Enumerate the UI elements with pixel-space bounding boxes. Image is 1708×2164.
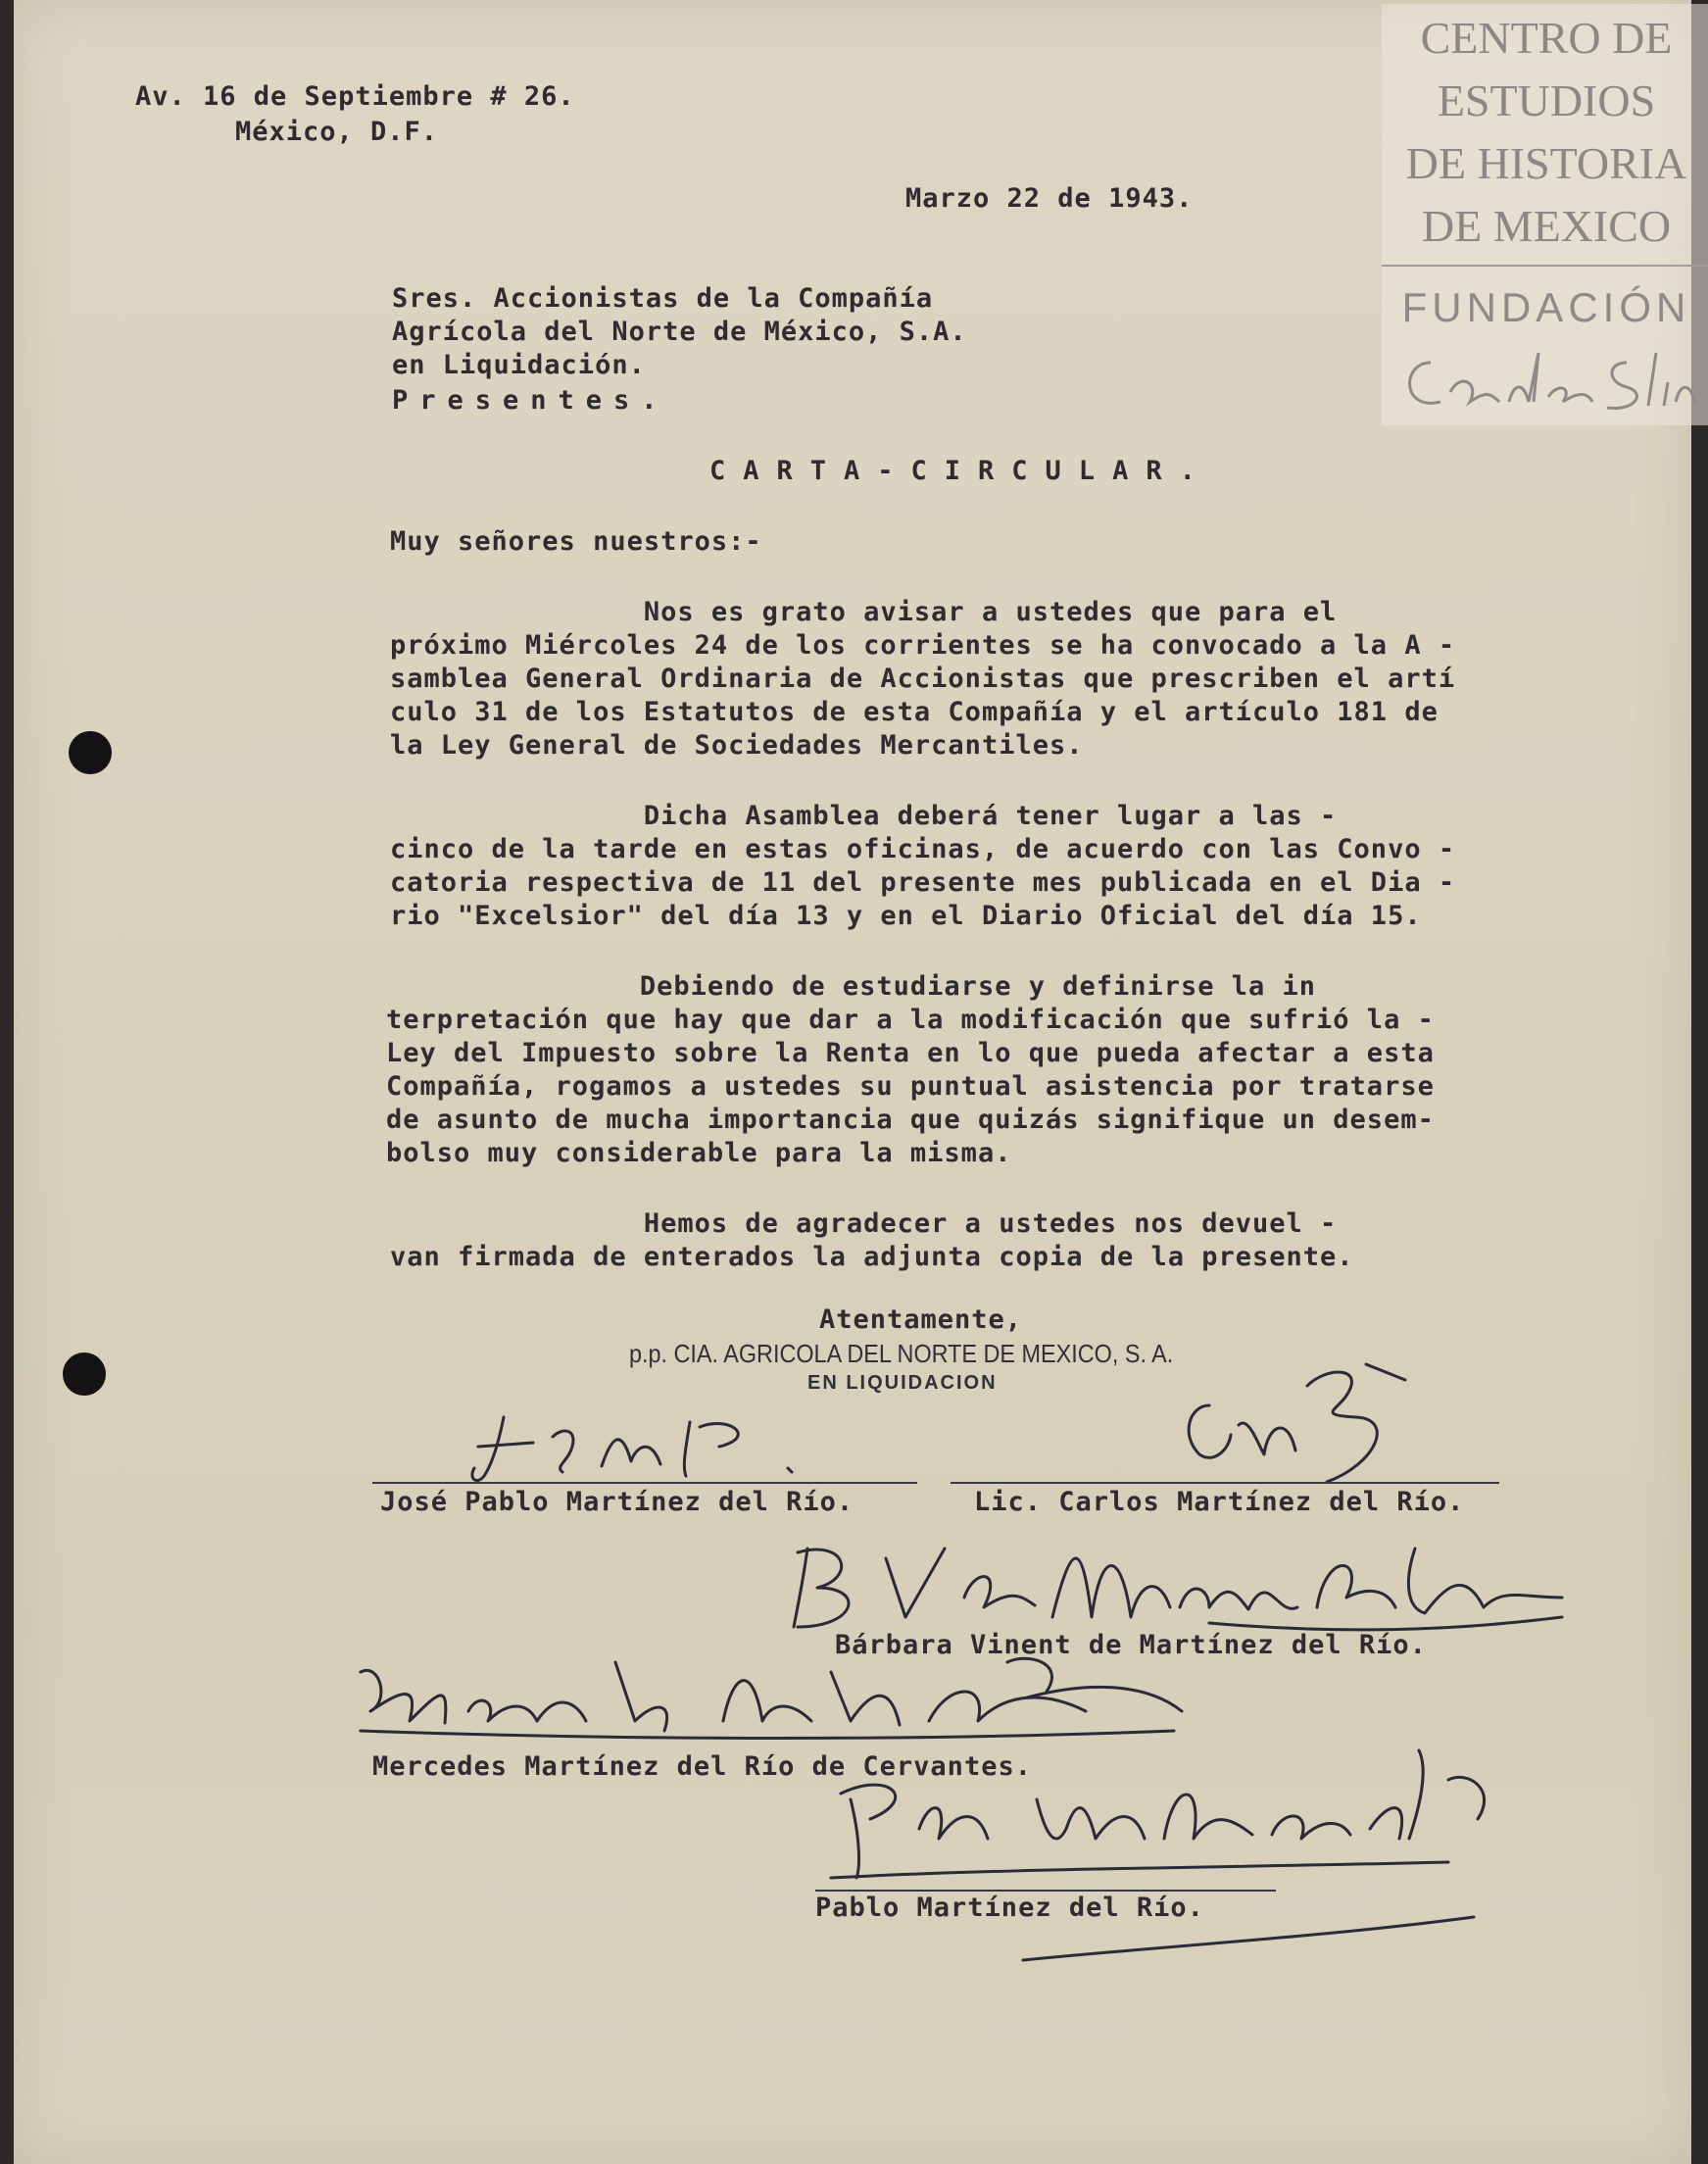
recipient-line-1: Sres. Accionistas de la Compañía bbox=[392, 283, 934, 314]
paragraph-4-line-1: Hemos de agradecer a ustedes nos devuel - bbox=[390, 1208, 1338, 1239]
recipient-line-3: en Liquidación. bbox=[392, 350, 646, 380]
punch-hole-top bbox=[69, 731, 112, 774]
paragraph-4-line-2: van firmada de enterados la adjunta copia de la presente. bbox=[390, 1242, 1354, 1272]
punch-hole-bottom bbox=[63, 1352, 106, 1396]
watermark-line-2: ESTUDIOS bbox=[1437, 75, 1656, 125]
address-line-1: Av. 16 de Septiembre # 26. bbox=[135, 81, 575, 112]
archive-watermark bbox=[1382, 4, 1708, 425]
watermark-divider bbox=[1382, 265, 1708, 267]
circular-heading: CARTA-CIRCULAR. bbox=[709, 456, 1213, 486]
paragraph-2-line-1: Dicha Asamblea deberá tener lugar a las - bbox=[390, 801, 1338, 831]
watermark-foundation: FUNDACIÓN bbox=[1401, 284, 1691, 330]
paragraph-3-line-2: terpretación que hay que dar a la modificación que sufrió la - bbox=[386, 1005, 1435, 1035]
signature-line-jose-pablo bbox=[372, 1482, 917, 1484]
paragraph-2-line-2: cinco de la tarde en estas oficinas, de acuerdo con las Convo - bbox=[390, 834, 1456, 864]
signatory-jose-pablo: José Pablo Martínez del Río. bbox=[380, 1487, 854, 1517]
letter-date: Marzo 22 de 1943. bbox=[905, 183, 1194, 214]
paragraph-2-line-3: catoria respectiva de 11 del presente mes publicada en el Dia - bbox=[390, 867, 1456, 898]
paragraph-3-line-5: de asunto de mucha importancia que quizás signifique un desem- bbox=[386, 1105, 1435, 1135]
recipient-line-4: Presentes. bbox=[392, 385, 669, 416]
paragraph-1-line-2: próximo Miércoles 24 de los corrientes se ha convocado a la A - bbox=[390, 630, 1456, 661]
paragraph-3-line-3: Ley del Impuesto sobre la Renta en lo que pueda afectar a esta bbox=[386, 1038, 1435, 1068]
signatory-pablo: Pablo Martínez del Río. bbox=[815, 1893, 1204, 1923]
ink-flourish bbox=[1013, 1907, 1484, 1966]
watermark-line-3: DE HISTORIA bbox=[1405, 138, 1687, 188]
signature-carlos bbox=[1170, 1356, 1444, 1484]
signatory-mercedes: Mercedes Martínez del Río de Cervantes. bbox=[372, 1751, 1032, 1782]
paragraph-3-line-6: bolso muy considerable para la misma. bbox=[386, 1138, 1012, 1168]
watermark-line-4: DE MEXICO bbox=[1421, 201, 1672, 251]
company-stamp-line-1: p.p. CIA. AGRICOLA DEL NORTE DE MEXICO, S. A. bbox=[629, 1339, 1174, 1368]
paragraph-3-line-1: Debiendo de estudiarse y definirse la in bbox=[386, 971, 1317, 1002]
watermark-signature-logo bbox=[1391, 343, 1705, 421]
paragraph-1-line-3: samblea General Ordinaria de Accionistas que prescriben el artí bbox=[390, 664, 1456, 694]
paragraph-1-line-5: la Ley General de Sociedades Mercantiles. bbox=[390, 730, 1084, 761]
paragraph-3-line-4: Compañía, rogamos a ustedes su puntual asistencia por tratarse bbox=[386, 1071, 1435, 1102]
company-stamp-line-2: EN LIQUIDACION bbox=[807, 1372, 998, 1394]
signature-line-carlos bbox=[951, 1482, 1499, 1484]
paragraph-1-line-1: Nos es grato avisar a ustedes que para el bbox=[390, 597, 1338, 627]
signatory-carlos: Lic. Carlos Martínez del Río. bbox=[974, 1487, 1465, 1517]
paragraph-2-line-4: rio "Excelsior" del día 13 y en el Diario Oficial del día 15. bbox=[390, 901, 1422, 931]
closing: Atentamente, bbox=[819, 1304, 1023, 1335]
watermark-line-1: CENTRO DE bbox=[1420, 13, 1673, 63]
salutation: Muy señores nuestros:- bbox=[390, 526, 762, 557]
recipient-line-2: Agrícola del Norte de México, S.A. bbox=[392, 317, 967, 347]
signature-pablo bbox=[821, 1741, 1527, 1888]
signatory-barbara: Bárbara Vinent de Martínez del Río. bbox=[835, 1630, 1427, 1660]
paragraph-1-line-4: culo 31 de los Estatutos de esta Compañía y el artículo 181 de bbox=[390, 697, 1439, 727]
letter-paper bbox=[14, 0, 1691, 2164]
address-line-2: México, D.F. bbox=[235, 117, 439, 147]
